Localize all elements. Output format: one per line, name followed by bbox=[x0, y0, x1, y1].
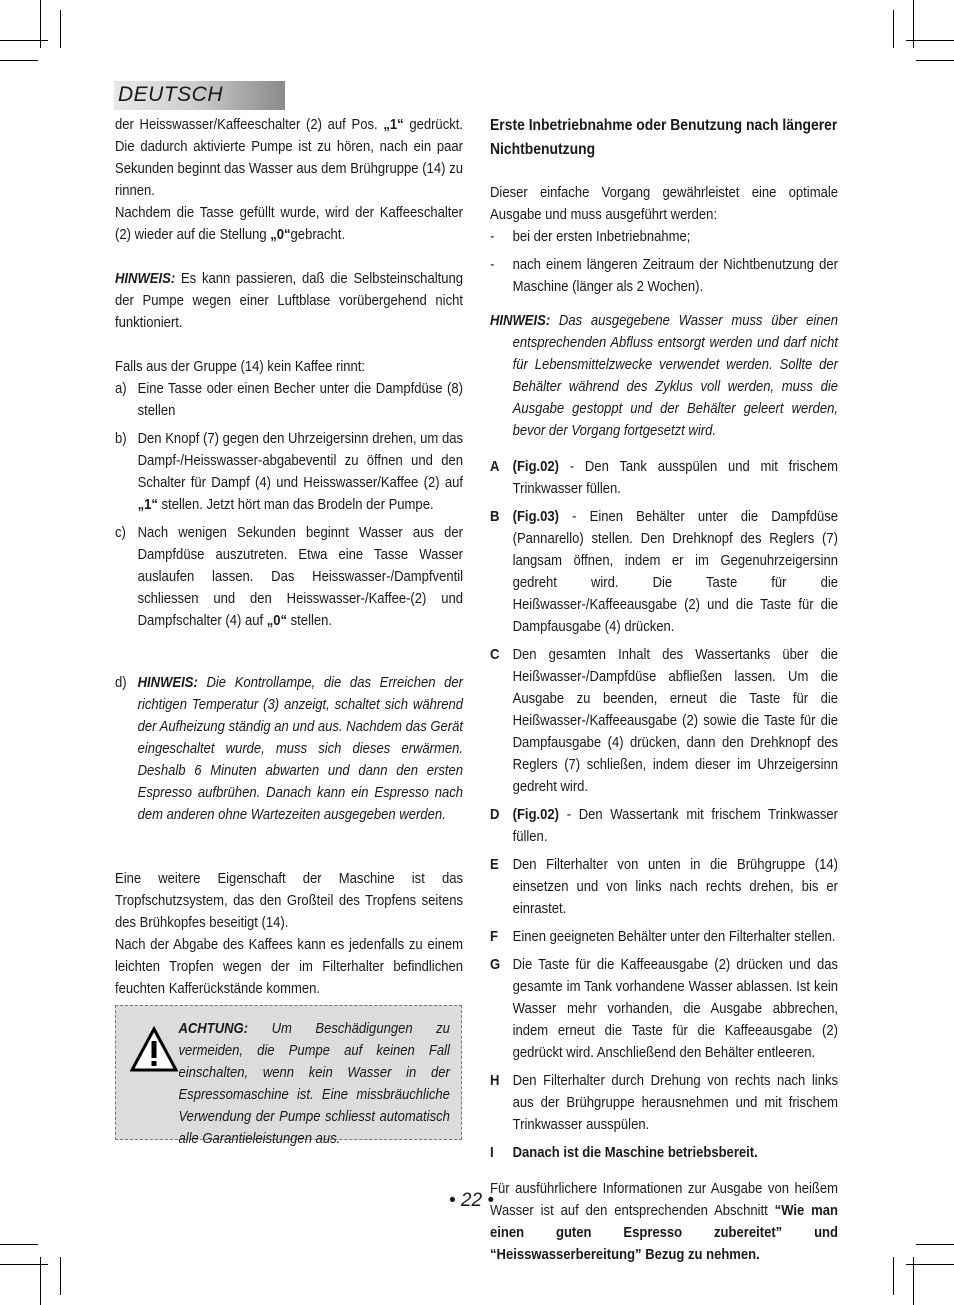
language-label: DEUTSCH bbox=[118, 83, 224, 106]
step-item: G Die Taste für die Kaffeeausgabe (2) drücken und das gesamte im Tank vorhandene Wasser ablassen. Ist kein Wasser mehr vorhanden, die Ausgabe abbrechen, indem erneut die Taste für die Kaffeeausgabe (2) gedrückt wird. Anschließend den Behälter entleeren. bbox=[490, 956, 838, 1061]
step-item: D (Fig.02) - Den Wassertank mit frischem Trinkwasser füllen. bbox=[490, 806, 838, 845]
crop-mark bbox=[0, 60, 38, 61]
list-item: - bei der ersten Inbetriebnahme; bbox=[490, 228, 691, 245]
list-item: c) Nach wenigen Sekunden beginnt Wasser aus der Dampfdüse auszutreten. Etwa eine Tasse Wasser auslaufen lassen. Das Heisswasser-/Dampfventil schliessen und den Heisswasser-/Kaffee-(2) und Dampfschalter (4) auf „0“ stellen. bbox=[115, 524, 463, 629]
crop-mark bbox=[913, 1257, 914, 1305]
crop-mark bbox=[60, 1257, 61, 1295]
paragraph: Nach der Abgabe des Kaffees kann es jedenfalls zu einem leichten Tropfen wegen der im Filterhalter befindlichen feuchten Kafferückstände kommen. bbox=[115, 936, 463, 997]
right-column bbox=[490, 114, 838, 1266]
warning-box bbox=[115, 1005, 462, 1147]
paragraph: Für ausführlichere Informationen zur Ausgabe von heißem Wasser ist auf den entsprechenden Abschnitt “Wie man einen guten Espresso zubereitet” und “Heisswasserbereitung” Bezug zu nehmen. bbox=[490, 1180, 839, 1263]
crop-mark bbox=[893, 1257, 894, 1295]
crop-mark bbox=[40, 0, 41, 48]
crop-mark bbox=[60, 10, 61, 48]
paragraph: Nachdem die Tasse gefüllt wurde, wird der Kaffeeschalter (2) wieder auf die Stellung „0“gebracht. bbox=[115, 204, 463, 243]
step-item: H Den Filterhalter durch Drehung von rechts nach links aus der Brühgruppe herausnehmen und mit frischem Trinkwasser ausspülen. bbox=[490, 1072, 838, 1133]
list-item: b) Den Knopf (7) gegen den Uhrzeigersinn drehen, um das Dampf-/Heisswasser-abgabeventil zu öffnen und den Schalter für Dampf (4) und Heisswasser/Kaffee (2) auf „1“ stellen. Jetzt hört man das Brodeln der Pumpe. bbox=[115, 430, 463, 513]
warning-text: ACHTUNG: Um Beschädigungen zu vermeiden, die Pumpe auf keinen Fall einschalten, wenn kein Wasser in der Espressomaschine ist. Eine missbräuchliche Verwendung der Pumpe schliesst automatisch alle Garantieleistungen aus. bbox=[178, 1020, 450, 1147]
step-item: A (Fig.02) - Den Tank ausspülen und mit frischem Trinkwasser füllen. bbox=[490, 458, 838, 497]
crop-mark bbox=[40, 1257, 41, 1305]
crop-mark bbox=[893, 10, 894, 48]
step-item: E Den Filterhalter von unten in die Brühgruppe (14) einsetzen und von links nach rechts drehen, bis er einrastet. bbox=[490, 856, 838, 917]
left-column bbox=[115, 114, 463, 1000]
list-item: - nach einem längeren Zeitraum der Nichtbenutzung der Maschine (länger als 2 Wochen). bbox=[490, 256, 838, 295]
paragraph: Dieser einfache Vorgang gewährleistet eine optimale Ausgabe und muss ausgeführt werden: bbox=[490, 184, 838, 223]
note: HINWEIS: Das ausgegebene Wasser muss über einen entsprechenden Abfluss entsorgt werden und darf nicht für Lebensmittelzwecke verwendet werden. Sollte der Behälter während des Zyklus voll werden, muss die Ausgabe gestoppt und der Behälter geleert werden, bevor der Vorgang fortgesetzt wird. bbox=[490, 312, 838, 439]
list-item: d) HINWEIS: Die Kontrollampe, die das Erreichen der richtigen Temperatur (3) anzeigt, schaltet sich während der Aufheizung ständig an und aus. Nachdem das Gerät eingeschaltet wurde, muss sich dieses erwärmen. Deshalb 6 Minuten abwarten und dann den ersten Espresso aufbrühen. Danach kann ein Espresso nach dem anderen ohne Wartezeiten ausgegeben werden. bbox=[115, 674, 463, 823]
step-item: I Danach ist die Maschine betriebsbereit. bbox=[490, 1144, 758, 1161]
paragraph: Eine weitere Eigenschaft der Maschine ist das Tropfschutzsystem, das den Großteil des Tropfens seitens des Brühkopfes beseitigt (14). bbox=[115, 870, 463, 931]
crop-mark bbox=[0, 1244, 38, 1245]
note: HINWEIS: Es kann passieren, daß die Selbsteinschaltung der Pumpe wegen einer Luftblase vorübergehend nicht funktioniert. bbox=[115, 270, 463, 331]
crop-mark bbox=[916, 1244, 954, 1245]
step-item: B (Fig.03) - Einen Behälter unter die Dampfdüse (Pannarello) stellen. Den Drehknopf des Reglers (7) langsam öffnen, indem er im Gegenuhrzeigersinn gedreht wird. Die Taste für die Heißwasser-/Kaffeeausgabe (2) und die Taste für die Dampfausgabe (4) drücken. bbox=[490, 508, 838, 635]
step-item: F Einen geeigneten Behälter unter den Filterhalter stellen. bbox=[490, 928, 836, 945]
paragraph: Falls aus der Gruppe (14) kein Kaffee rinnt: bbox=[115, 358, 366, 375]
section-title: Erste Inbetriebnahme oder Benutzung nach längerer Nichtbenutzung bbox=[490, 117, 838, 158]
list-item: a) Eine Tasse oder einen Becher unter die Dampfdüse (8) stellen bbox=[115, 380, 463, 419]
crop-mark bbox=[916, 60, 954, 61]
step-item: C Den gesamten Inhalt des Wassertanks über die Heißwasser-/Dampfdüse abfließen lassen. Um die Ausgabe zu beenden, erneut die Taste für die Heißwasser-/Kaffeeausgabe (2) sowie die Taste für die Dampfausgabe (4) drücken, dann den Drehknopf des Reglers (7) schließen, indem dieser im Uhrzeigersinn gedreht wird. bbox=[490, 646, 838, 795]
crop-mark bbox=[913, 0, 914, 48]
language-header bbox=[114, 81, 285, 110]
paragraph: der Heisswasser/Kaffeeschalter (2) auf Pos. „1“ gedrückt. Die dadurch aktivierte Pumpe ist zu hören, nach ein paar Sekunden beginnt das Wasser aus dem Brühgruppe (14) zu rinnen. bbox=[115, 116, 463, 199]
page-number: • 22 • bbox=[449, 1190, 494, 1211]
